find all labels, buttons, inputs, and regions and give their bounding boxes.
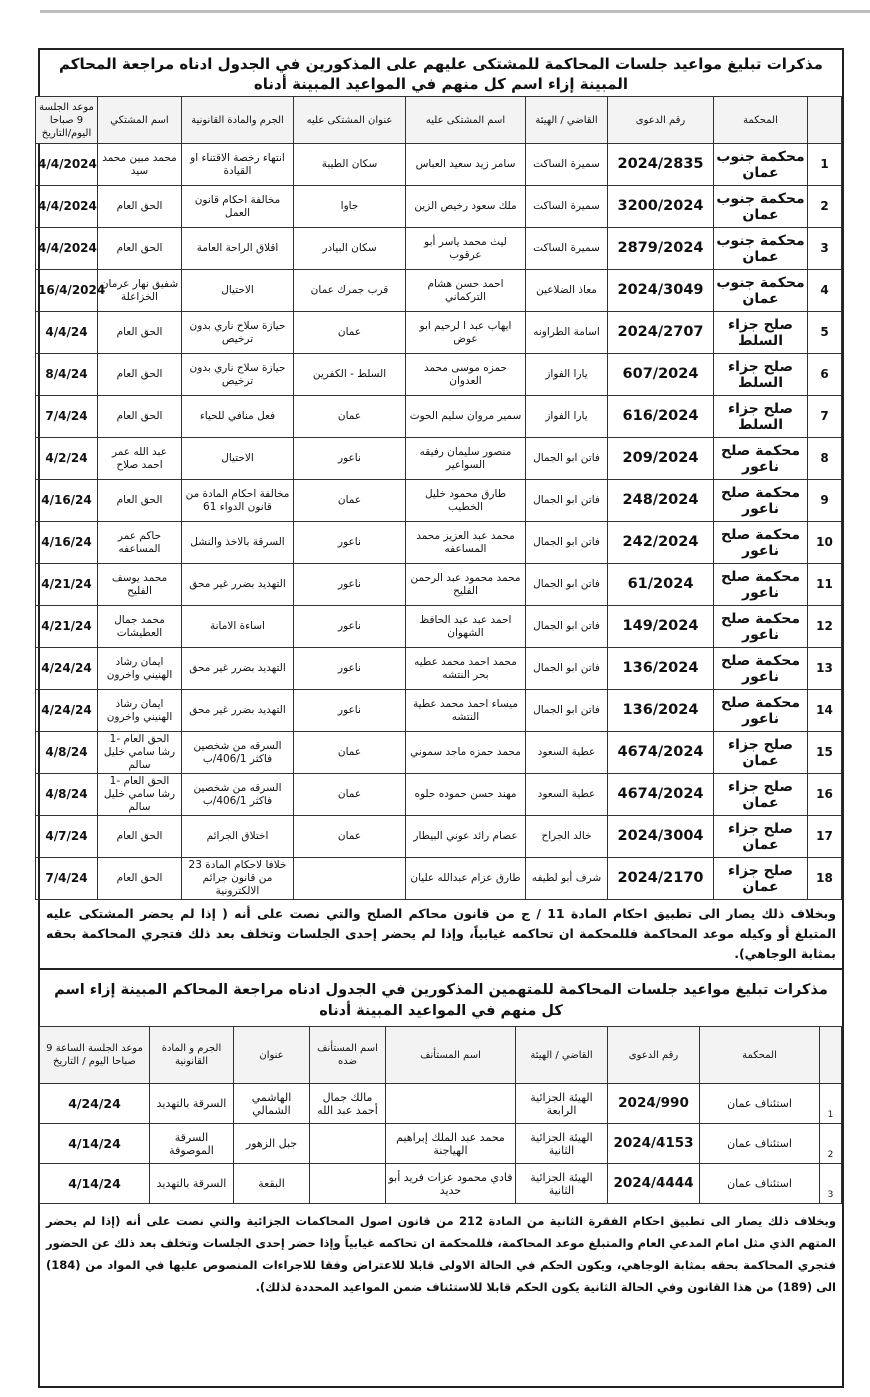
cell-judge: الهيئة الجزائية الرابعة: [516, 1084, 608, 1124]
cell-complainant-name: ايمان رشاد الهنيني واخرون: [98, 690, 182, 732]
cell-defendant-name: محمد عبد العزيز محمد المساعفه: [406, 522, 526, 564]
cell-court: صلح جزاء السلط: [714, 312, 808, 354]
cell-defendant-address: السلط - الكفرين: [294, 354, 406, 396]
table-row: [36, 270, 842, 312]
cell-complainant-name: السرقة الموصوفة: [150, 1124, 234, 1164]
cell-row-index: 14: [808, 690, 842, 732]
cell-complainant-name: الحق العام -1 رشا سامي خليل سالم: [98, 732, 182, 774]
cell-session-date: 4/8/24: [36, 732, 98, 774]
cell-defendant-name: احمد عبد عبد الحافظ الشهوان: [406, 606, 526, 648]
cell-case-number: 607/2024: [608, 354, 714, 396]
cell-row-index: 13: [808, 648, 842, 690]
header-defendant-address: عنوان المشتكى عليه: [294, 97, 406, 144]
cell-complainant-name: الحق العام: [98, 186, 182, 228]
header-court: المحكمة: [700, 1027, 820, 1084]
cell-charge: التهديد بضرر غير محق: [182, 648, 294, 690]
header-case-number: رقم الدعوى: [608, 97, 714, 144]
cell-court: محكمة صلح ناعور: [714, 522, 808, 564]
cell-session-date: 4/24/24: [36, 648, 98, 690]
header-row-index: [820, 1027, 842, 1084]
cell-court: محكمة جنوب عمان: [714, 144, 808, 186]
cell-session-date: 4/14/24: [40, 1164, 150, 1204]
cell-court: استئناف عمان: [700, 1164, 820, 1204]
cell-session-date: 4/2/24: [36, 438, 98, 480]
cell-case-number: 4674/2024: [608, 774, 714, 816]
cell-charge: الهاشمي الشمالي: [234, 1084, 310, 1124]
cell-charge: مخالفة احكام قانون العمل: [182, 186, 294, 228]
header-session-date: موعد الجلسة 9 صباحا اليوم/التاريخ: [36, 97, 98, 144]
cell-defendant-address: عمان: [294, 396, 406, 438]
table-row: [36, 186, 842, 228]
cell-complainant-name: السرقة بالتهديد: [150, 1084, 234, 1124]
cell-session-date: 4/24/24: [40, 1084, 150, 1124]
cell-defendant-name: ليث محمد ياسر أبو عرقوب: [406, 228, 526, 270]
cell-session-date: 8/4/24: [36, 354, 98, 396]
cell-defendant-address: مالك جمال أحمد عبد الله: [310, 1084, 386, 1124]
cell-row-index: 7: [808, 396, 842, 438]
cell-session-date: 7/4/24: [36, 396, 98, 438]
cell-defendant-address: عمان: [294, 816, 406, 858]
cell-complainant-name: الحق العام: [98, 312, 182, 354]
cell-row-index: 1: [808, 144, 842, 186]
cell-session-date: 4/21/24: [36, 564, 98, 606]
header-charge: الجرم والمادة القانونية: [182, 97, 294, 144]
cell-row-index: 16: [808, 774, 842, 816]
cell-complainant-name: محمد يوسف الفليح: [98, 564, 182, 606]
cell-court: محكمة صلح ناعور: [714, 690, 808, 732]
cell-session-date: 4/4/2024: [36, 186, 98, 228]
cell-judge: سميرة الساكت: [526, 144, 608, 186]
cell-court: محكمة صلح ناعور: [714, 606, 808, 648]
notice-heading-1: مذكرات تبليغ مواعيد جلسات المحاكمة للمشتكى عليهم على المذكورين في الجدول ادناه مراجعة المحاكم المبينة إزاء اسم كل منهم في المواعيد المبينة أدناه: [59, 55, 823, 93]
notice-heading-2: مذكرات تبليغ مواعيد جلسات المحاكمة للمتهمين المذكورين في الجدول ادناه مراجعة المحاكم المبينة إزاء اسم كل منهم في المواعيد المبينة أدناه: [54, 982, 828, 1019]
cell-charge: اختلاق الجرائم: [182, 816, 294, 858]
cell-judge: سميرة الساكت: [526, 228, 608, 270]
cell-judge: عطية السعود: [526, 732, 608, 774]
cell-row-index: 11: [808, 564, 842, 606]
cell-judge: فاتن ابو الجمال: [526, 438, 608, 480]
table-row: [36, 228, 842, 270]
cell-row-index: 1: [820, 1084, 842, 1124]
cell-charge: التهديد بضرر غير محق: [182, 690, 294, 732]
cell-row-index: 6: [808, 354, 842, 396]
cell-court: محكمة جنوب عمان: [714, 228, 808, 270]
cell-charge: انتهاء رخصة الاقتناء او القيادة: [182, 144, 294, 186]
header-defendant-name: اسم المستأنف: [386, 1027, 516, 1084]
table-row: [36, 564, 842, 606]
table-row: [36, 396, 842, 438]
table-row: [40, 1164, 842, 1204]
cell-session-date: 16/4/2024: [36, 270, 98, 312]
header-defendant-name: اسم المشتكى عليه: [406, 97, 526, 144]
cell-defendant-name: منصور سليمان رفيقه السواعير: [406, 438, 526, 480]
cell-court: محكمة صلح ناعور: [714, 438, 808, 480]
cell-defendant-name: احمد حسن هشام التركماني: [406, 270, 526, 312]
cell-charge: الاحتيال: [182, 438, 294, 480]
header-judge: القاضي / الهيئة: [516, 1027, 608, 1084]
cell-row-index: 8: [808, 438, 842, 480]
cell-session-date: 4/8/24: [36, 774, 98, 816]
cell-judge: فاتن ابو الجمال: [526, 522, 608, 564]
cell-court: محكمة صلح ناعور: [714, 648, 808, 690]
cell-case-number: 242/2024: [608, 522, 714, 564]
cell-charge: السرقة بالاخذ والنشل: [182, 522, 294, 564]
notice-page: [38, 48, 844, 1388]
cell-charge: جبل الزهور: [234, 1124, 310, 1164]
cell-session-date: 4/7/24: [36, 816, 98, 858]
cell-session-date: 4/14/24: [40, 1124, 150, 1164]
cell-defendant-name: ايهاب عبد ا لرحيم ابو عوض: [406, 312, 526, 354]
hearings-table-2: [39, 1026, 842, 1204]
cell-judge: اسامة الطراونه: [526, 312, 608, 354]
cell-defendant-address: ناعور: [294, 648, 406, 690]
cell-complainant-name: عبد الله عمر احمد صلاح: [98, 438, 182, 480]
cell-row-index: 5: [808, 312, 842, 354]
cell-charge: البقعة: [234, 1164, 310, 1204]
cell-defendant-name: طارق محمود خليل الخطيب: [406, 480, 526, 522]
cell-session-date: 4/4/24: [36, 312, 98, 354]
table-row: [36, 522, 842, 564]
cell-case-number: 136/2024: [608, 648, 714, 690]
cell-charge: التهديد بضرر غير محق: [182, 564, 294, 606]
cell-case-number: 2024/4153: [608, 1124, 700, 1164]
cell-case-number: 248/2024: [608, 480, 714, 522]
cell-defendant-name: ملك سعود رخيص الزين: [406, 186, 526, 228]
cell-defendant-address: ناعور: [294, 564, 406, 606]
table-row: [36, 774, 842, 816]
cell-defendant-name: مهند حسن حموده حلوه: [406, 774, 526, 816]
cell-court: استئناف عمان: [700, 1084, 820, 1124]
cell-charge: خلافا لاحكام المادة 23 من قانون جرائم الالكترونية: [182, 858, 294, 900]
cell-complainant-name: شفيق نهار عرمان الخزاعلة: [98, 270, 182, 312]
table-row: [36, 732, 842, 774]
table-header-row: [40, 1027, 842, 1084]
cell-complainant-name: الحق العام: [98, 354, 182, 396]
cell-case-number: 2024/990: [608, 1084, 700, 1124]
cell-charge: مخالفة احكام المادة من قانون الدواء 61: [182, 480, 294, 522]
cell-court: صلح جزاء عمان: [714, 774, 808, 816]
cell-session-date: 4/4/2024: [36, 228, 98, 270]
cell-session-date: 4/16/24: [36, 480, 98, 522]
cell-defendant-name: فادي محمود عزات فريد أبو حديد: [386, 1164, 516, 1204]
cell-judge: فاتن ابو الجمال: [526, 690, 608, 732]
cell-defendant-address: ناعور: [294, 438, 406, 480]
table-row: [36, 816, 842, 858]
cell-case-number: 2024/2707: [608, 312, 714, 354]
cell-charge: اساءة الامانة: [182, 606, 294, 648]
cell-charge: السرقه من شخصين فاكثر 406/1/ب: [182, 732, 294, 774]
header-complainant-name: اسم المشتكي: [98, 97, 182, 144]
cell-court: محكمة صلح ناعور: [714, 480, 808, 522]
cell-defendant-name: محمد محمود عبد الرحمن الفليح: [406, 564, 526, 606]
table-row: [36, 312, 842, 354]
cell-court: محكمة جنوب عمان: [714, 270, 808, 312]
cell-session-date: 4/21/24: [36, 606, 98, 648]
cell-defendant-address: ناعور: [294, 522, 406, 564]
cell-defendant-name: [386, 1084, 516, 1124]
hearings-table-1: [35, 96, 842, 900]
cell-defendant-address: عمان: [294, 774, 406, 816]
cell-defendant-name: محمد احمد محمد عطيه بحر النتشه: [406, 648, 526, 690]
cell-case-number: 4674/2024: [608, 732, 714, 774]
cell-case-number: 2879/2024: [608, 228, 714, 270]
cell-judge: فاتن ابو الجمال: [526, 480, 608, 522]
cell-charge: حيازة سلاح ناري بدون ترخيص: [182, 312, 294, 354]
cell-row-index: 3: [808, 228, 842, 270]
table-row: [36, 144, 842, 186]
cell-defendant-address: قرب جمرك عمان: [294, 270, 406, 312]
cell-case-number: 2024/4444: [608, 1164, 700, 1204]
cell-case-number: 136/2024: [608, 690, 714, 732]
cell-complainant-name: محمد جمال العطيشات: [98, 606, 182, 648]
cell-row-index: 9: [808, 480, 842, 522]
table-row: [36, 648, 842, 690]
header-complainant-name: الجرم و المادة القانونية: [150, 1027, 234, 1084]
cell-row-index: 18: [808, 858, 842, 900]
cell-session-date: 4/24/24: [36, 690, 98, 732]
cell-judge: سميرة الساكت: [526, 186, 608, 228]
cell-defendant-name: عصام رائد عوني البيطار: [406, 816, 526, 858]
header-court: المحكمة: [714, 97, 808, 144]
cell-defendant-address: عمان: [294, 312, 406, 354]
header-judge: القاضي / الهيئة: [526, 97, 608, 144]
cell-judge: شرف أبو لطيفه: [526, 858, 608, 900]
cell-judge: فاتن ابو الجمال: [526, 606, 608, 648]
cell-row-index: 2: [820, 1124, 842, 1164]
cell-case-number: 3200/2024: [608, 186, 714, 228]
cell-complainant-name: الحق العام: [98, 396, 182, 438]
cell-judge: معاذ الضلاعين: [526, 270, 608, 312]
top-divider: [40, 10, 870, 13]
cell-defendant-name: سمير مروان سليم الحوت: [406, 396, 526, 438]
cell-complainant-name: الحق العام: [98, 480, 182, 522]
cell-defendant-name: محمد حمزه ماجد سموني: [406, 732, 526, 774]
header-case-number: رقم الدعوى: [608, 1027, 700, 1084]
cell-case-number: 149/2024: [608, 606, 714, 648]
header-row-index: [808, 97, 842, 144]
cell-defendant-address: [310, 1164, 386, 1204]
table-row: [36, 858, 842, 900]
cell-case-number: 2024/3049: [608, 270, 714, 312]
cell-judge: فاتن ابو الجمال: [526, 564, 608, 606]
cell-charge: الاحتيال: [182, 270, 294, 312]
cell-defendant-address: ناعور: [294, 606, 406, 648]
cell-session-date: 4/4/2024: [36, 144, 98, 186]
cell-judge: يارا الفواز: [526, 354, 608, 396]
cell-defendant-name: طارق عزام عبدالله عليان: [406, 858, 526, 900]
cell-case-number: 2024/2170: [608, 858, 714, 900]
cell-judge: خالد الجراح: [526, 816, 608, 858]
cell-court: صلح جزاء السلط: [714, 354, 808, 396]
cell-complainant-name: محمد مبين محمد سيد: [98, 144, 182, 186]
table-header-row: [36, 97, 842, 144]
cell-defendant-address: عمان: [294, 732, 406, 774]
cell-defendant-address: سكان البيادر: [294, 228, 406, 270]
cell-defendant-address: [310, 1124, 386, 1164]
cell-case-number: 2024/3004: [608, 816, 714, 858]
header-defendant-address: اسم المستأنف ضده: [310, 1027, 386, 1084]
header-session-date: موعد الجلسة الساعة 9 صباحا اليوم / التاريخ: [40, 1027, 150, 1084]
cell-judge: عطية السعود: [526, 774, 608, 816]
table-row: [40, 1084, 842, 1124]
cell-row-index: 15: [808, 732, 842, 774]
cell-charge: فعل منافي للحياء: [182, 396, 294, 438]
cell-row-index: 17: [808, 816, 842, 858]
cell-defendant-name: ميساء احمد محمد عطية النتشه: [406, 690, 526, 732]
table-row: [36, 690, 842, 732]
cell-row-index: 10: [808, 522, 842, 564]
cell-charge: اقلاق الراحة العامة: [182, 228, 294, 270]
legal-note-1: وبخلاف ذلك يصار الى تطبيق احكام المادة 11 / ج من قانون محاكم الصلح والتي نصت على أنه ( إذا لم يحضر المشتكى عليه المتبلغ أو وكيله موعد المحاكمة فللمحكمة ان تحاكمه غيابياً، وإذا لم يحضر إحدى الجلسات وتخلف بعد ذلك فتجري المحاكمة بحقه بمثابة الوجاهي).: [40, 900, 842, 970]
cell-complainant-name: ايمان رشاد الهنيني واخرون: [98, 648, 182, 690]
cell-defendant-address: جاوا: [294, 186, 406, 228]
cell-defendant-address: [294, 858, 406, 900]
cell-defendant-name: محمد عبد الملك إبراهيم الهياجنة: [386, 1124, 516, 1164]
cell-defendant-address: ناعور: [294, 690, 406, 732]
cell-case-number: 616/2024: [608, 396, 714, 438]
cell-complainant-name: السرقة بالتهديد: [150, 1164, 234, 1204]
cell-row-index: 3: [820, 1164, 842, 1204]
cell-court: صلح جزاء عمان: [714, 816, 808, 858]
cell-defendant-name: حمزه موسى محمد العدوان: [406, 354, 526, 396]
cell-judge: الهيئة الجزائية الثانية: [516, 1124, 608, 1164]
table-row: [36, 480, 842, 522]
cell-case-number: 2024/2835: [608, 144, 714, 186]
legal-note-2: وبخلاف ذلك يصار الى تطبيق احكام الفقرة الثانية من المادة 212 من قانون اصول المحاكمات الجزائية والتي نصت على أنه (إذا لم يحضر المتهم الذي مثل امام المدعي العام والمتبلغ موعد المحاكمة، فللمحكمة ان تحاكمه غيابياً وإذا حضر إحدى الجلسات وتخلف بعد ذلك عن الحضور فتجري المحاكمة بحقه بمثابة الوجاهي، ويكون الحكم في الحالة الاولى قابلا للاعتراض وفقا للاجراءات المنصوص عليها في المواد من (184) الى (189) من هذا القانون وفي الحالة الثانية يكون الحكم قابلا للاستئناف ضمن المواعيد المحددة لذلك).: [46, 1214, 837, 1294]
cell-defendant-address: سكان الطيبة: [294, 144, 406, 186]
cell-court: صلح جزاء عمان: [714, 858, 808, 900]
cell-session-date: 4/16/24: [36, 522, 98, 564]
cell-charge: حيازة سلاح ناري بدون ترخيص: [182, 354, 294, 396]
cell-complainant-name: الحق العام: [98, 816, 182, 858]
cell-defendant-address: عمان: [294, 480, 406, 522]
header-charge: عنوان: [234, 1027, 310, 1084]
cell-judge: فاتن ابو الجمال: [526, 648, 608, 690]
cell-complainant-name: حاكم عمر المساعفه: [98, 522, 182, 564]
table-row: [36, 354, 842, 396]
table-row: [36, 438, 842, 480]
cell-judge: الهيئة الجزائية الثانية: [516, 1164, 608, 1204]
cell-case-number: 61/2024: [608, 564, 714, 606]
cell-court: استئناف عمان: [700, 1124, 820, 1164]
cell-court: محكمة جنوب عمان: [714, 186, 808, 228]
cell-court: صلح جزاء السلط: [714, 396, 808, 438]
cell-row-index: 2: [808, 186, 842, 228]
cell-judge: يارا الفواز: [526, 396, 608, 438]
table-row: [36, 606, 842, 648]
cell-charge: السرقه من شخصين فاكثر 406/1/ب: [182, 774, 294, 816]
cell-complainant-name: الحق العام -1 رشا سامي خليل سالم: [98, 774, 182, 816]
cell-court: صلح جزاء عمان: [714, 732, 808, 774]
cell-session-date: 7/4/24: [36, 858, 98, 900]
cell-court: محكمة صلح ناعور: [714, 564, 808, 606]
table-row: [40, 1124, 842, 1164]
cell-row-index: 4: [808, 270, 842, 312]
cell-complainant-name: الحق العام: [98, 228, 182, 270]
cell-complainant-name: الحق العام: [98, 858, 182, 900]
cell-defendant-name: سامر زيد سعيد العباس: [406, 144, 526, 186]
cell-row-index: 12: [808, 606, 842, 648]
cell-case-number: 209/2024: [608, 438, 714, 480]
